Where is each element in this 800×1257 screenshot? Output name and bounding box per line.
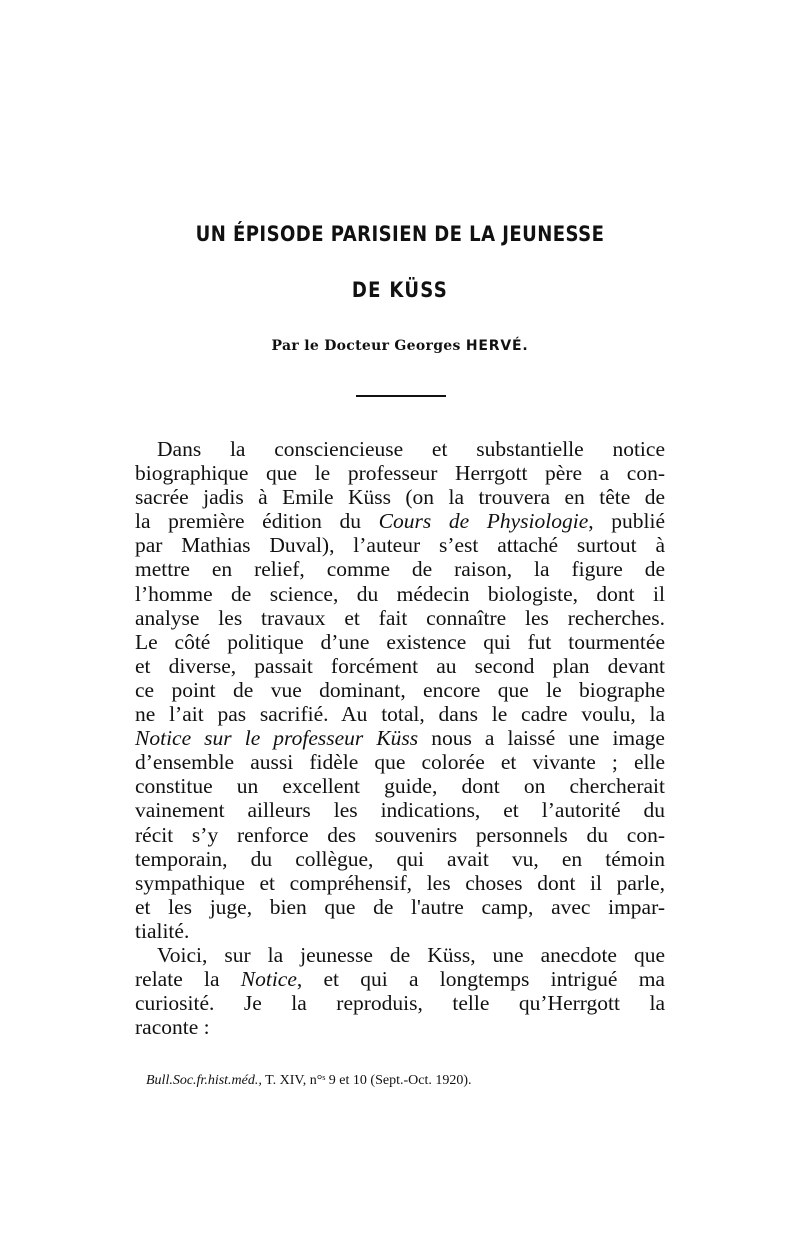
journal-name: Bull.Soc.fr.hist.méd., (146, 1073, 262, 1088)
byline-author: HERVÉ. (465, 338, 529, 354)
text-line: sacrée jadis à Emile Küss (on la trouvera en tête de (135, 485, 665, 510)
text-line: récit s’y renforce des souvenirs personnels du con- (135, 822, 665, 847)
text-line: par Mathias Duval), l’auteur s’est attaché surtout à (135, 533, 665, 558)
text-line: Le côté politique d’une existence qui fut tourmentée (135, 629, 665, 654)
text-line: ce point de vue dominant, encore que le biographe (135, 677, 665, 702)
article-title-line-1: UN ÉPISODE PARISIEN DE LA JEUNESSE (195, 222, 605, 246)
section-divider (356, 395, 446, 397)
text-line (135, 967, 665, 991)
text-run: , publié (588, 509, 665, 534)
article-body (135, 437, 665, 1039)
text-line: temporain, du collègue, qui avait vu, en témoin (135, 846, 665, 871)
text-line: tialité. (135, 918, 190, 943)
text-run: relate la (135, 967, 220, 992)
text-line: et diverse, passait forcément au second plan devant (135, 653, 665, 678)
citation-ref: T. XIV, n°ˢ 9 et 10 (Sept.-Oct. 1920). (261, 1073, 472, 1088)
text-line: vainement ailleurs les indications, et l’autorité du (135, 798, 665, 823)
text-run: la première édition du (135, 509, 361, 534)
book-title: Notice (240, 967, 297, 992)
text-line: analyse les travaux et fait connaître les recherches. (135, 605, 665, 630)
text-line: l’homme de science, du médecin biologiste, dont il (135, 581, 665, 606)
text-line: et les juge, bien que de l'autre camp, avec impar- (135, 894, 665, 919)
text-line: d’ensemble aussi fidèle que colorée et vivante ; elle (135, 750, 665, 775)
text-line: constitue un excellent guide, dont on chercherait (135, 774, 665, 799)
text-line: Voici, sur la jeunesse de Küss, une anecdote que (157, 942, 665, 967)
byline (120, 338, 680, 354)
text-line: biographique que le professeur Herrgott père a con- (135, 461, 665, 486)
text-line: curiosité. Je la reproduis, telle qu’Herrgott la (135, 991, 665, 1016)
text-line: mettre en relief, comme de raison, la figure de (135, 557, 665, 582)
book-title: Cours de Physiologie (378, 509, 589, 534)
byline-prefix: Par le Docteur Georges (271, 338, 461, 354)
text-line: Dans la consciencieuse et substantielle notice (157, 437, 665, 461)
text-line (135, 509, 665, 533)
text-line: ne l’ait pas sacrifié. Au total, dans le cadre voulu, la (135, 702, 665, 727)
article-title-line-2: DE KÜSS (351, 278, 449, 302)
citation-footer (146, 1073, 666, 1089)
text-run: nous a laissé une image (418, 726, 665, 751)
text-run: , et qui a longtemps intrigué ma (296, 967, 665, 992)
text-line: sympathique et compréhensif, les choses dont il parle, (135, 870, 665, 895)
text-line: raconte : (135, 1015, 210, 1040)
text-line (135, 726, 665, 750)
book-title: Notice sur le professeur Küss (135, 726, 419, 751)
